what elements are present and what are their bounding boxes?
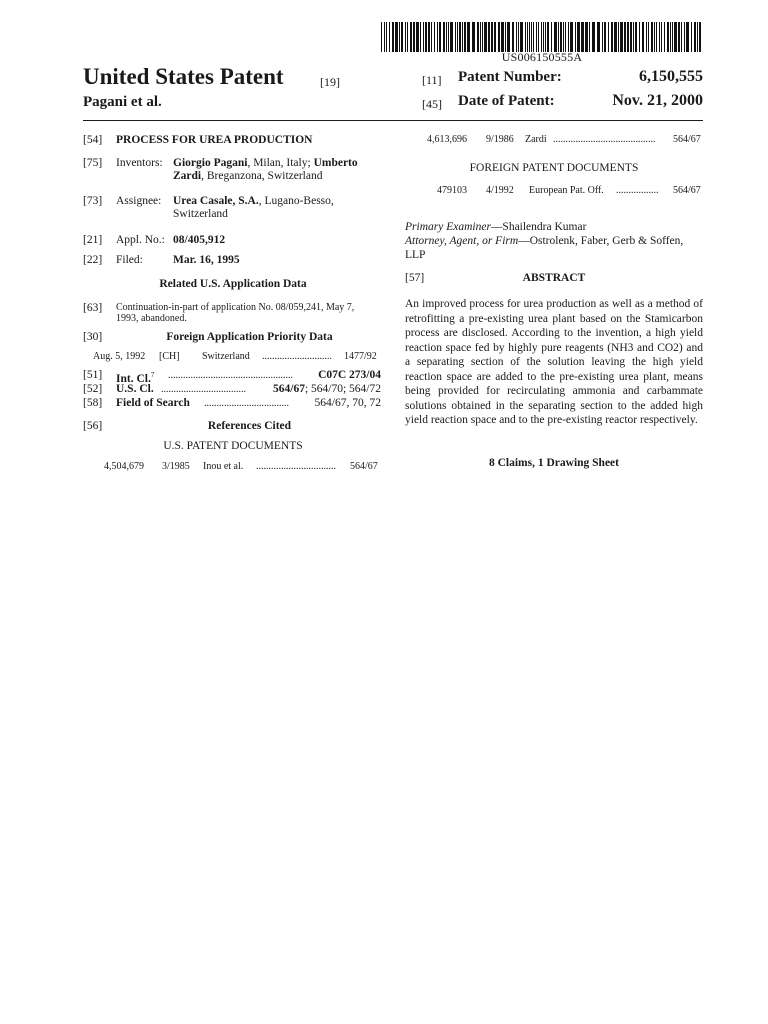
reference-leader-dots: .........................................: [553, 134, 656, 145]
foreign-reference-date: 4/1992: [486, 185, 514, 196]
reference-number: 4,504,679: [104, 461, 144, 472]
date-code: [45]: [422, 97, 442, 111]
inventor-location: , Milan, Italy;: [247, 157, 311, 169]
field-code-57: [57]: [405, 272, 425, 284]
continuation-line1: Continuation-in-part of application No. 08/059,241, May 7,: [116, 302, 355, 313]
related-data-heading: Related U.S. Application Data: [159, 278, 307, 290]
continuation-line2: 1993, abandoned.: [116, 313, 187, 324]
foreign-patent-docs-heading: FOREIGN PATENT DOCUMENTS: [469, 162, 639, 174]
patent-number: 6,150,555: [639, 68, 703, 85]
reference-date: 9/1986: [486, 134, 514, 145]
priority-country-code: [CH]: [159, 351, 180, 362]
assignee-label: Assignee:: [116, 195, 162, 207]
inventor-name: Umberto: [313, 157, 358, 169]
abstract-heading: ABSTRACT: [522, 272, 586, 284]
us-cl-secondary: ; 564/70; 564/72: [304, 383, 381, 395]
reference-number: 4,613,696: [427, 134, 467, 145]
field-code-58: [58]: [83, 397, 103, 409]
int-cl-value: C07C 273/04: [318, 369, 381, 381]
field-of-search-label: Field of Search: [116, 397, 190, 409]
field-code-30: [30]: [83, 331, 103, 343]
authors: Pagani et al.: [83, 94, 162, 110]
priority-number: 1477/92: [344, 351, 377, 362]
barcode: [381, 22, 703, 52]
inventor-location: , Breganzona, Switzerland: [201, 170, 323, 182]
inventor-name: Zardi: [173, 170, 202, 182]
foreign-reference-class: 564/67: [673, 185, 701, 196]
reference-class: 564/67: [350, 461, 378, 472]
references-heading: References Cited: [207, 420, 292, 432]
examiner-label: Primary Examiner: [405, 221, 491, 233]
date-label: Date of Patent:: [458, 93, 555, 109]
field-code-63: [63]: [83, 302, 103, 314]
field-code-22: [22]: [83, 254, 103, 266]
foreign-reference-number: 479103: [437, 185, 467, 196]
us-cl-primary: 564/67: [273, 383, 305, 395]
patent-office-title: United States Patent: [83, 64, 284, 89]
barcode-number: US006150555A: [501, 50, 583, 64]
inventor-name: Giorgio Pagani: [173, 157, 248, 169]
inventors-line1: [173, 157, 388, 170]
reference-leader-dots: ................................: [256, 461, 336, 472]
attorney: [405, 235, 705, 248]
appl-number: 08/405,912: [173, 234, 226, 246]
field-search-leader-dots: ..................................: [204, 398, 289, 409]
assignee-location: , Lugano-Besso,: [258, 195, 334, 207]
int-cl-edition: 7: [150, 371, 155, 379]
attorney-label: Attorney, Agent, or Firm: [405, 235, 519, 247]
foreign-reference-name: European Pat. Off.: [529, 185, 604, 196]
reference-name: Zardi: [525, 134, 547, 145]
us-cl-leader-dots: ..................................: [161, 384, 246, 395]
primary-examiner: [405, 221, 586, 234]
claims-summary: 8 Claims, 1 Drawing Sheet: [488, 457, 619, 469]
attorney-cont: LLP: [405, 249, 426, 261]
assignee-location-country: Switzerland: [173, 208, 228, 220]
int-cl-leader-dots: ..................................................: [168, 370, 293, 381]
inventors-label: Inventors:: [116, 157, 163, 169]
reference-class: 564/67: [673, 134, 701, 145]
examiner-name: —Shailendra Kumar: [490, 221, 587, 233]
us-patent-docs-heading: U.S. PATENT DOCUMENTS: [163, 440, 303, 452]
patent-number-label: Patent Number:: [458, 69, 562, 85]
field-code-75: [75]: [83, 157, 103, 169]
inventors-line2: [173, 170, 322, 183]
field-code-52: [52]: [83, 383, 103, 395]
field-code-54: [54]: [83, 134, 103, 146]
field-code-21: [21]: [83, 234, 103, 246]
field-code-73: [73]: [83, 195, 103, 207]
priority-leader-dots: ............................: [262, 351, 332, 362]
patent-number-code: [11]: [422, 73, 442, 87]
reference-name: Inou et al.: [203, 461, 244, 472]
int-cl-text: Int. Cl.: [116, 372, 151, 385]
invention-title: PROCESS FOR UREA PRODUCTION: [116, 134, 313, 146]
us-cl-label: U.S. Cl.: [116, 383, 154, 395]
field-code-56: [56]: [83, 420, 103, 432]
patent-date: Nov. 21, 2000: [612, 92, 703, 109]
appl-label: Appl. No.:: [116, 234, 165, 246]
priority-country: Switzerland: [202, 351, 250, 362]
filed-date: Mar. 16, 1995: [173, 254, 240, 266]
field-code-51: [51]: [83, 369, 103, 381]
abstract-text: An improved process for urea production as well as a method of retrofitting a pre-existing urea plant based on the Stamicarbon process are disclosed. According to the invention, a high yield reaction space fed by highly pure reagents (NH3 and CO2) and a separating section of the solution leaving the high yield reaction space are added to the pre-existing urea plant, means being provided for recirculating ammonia and carbammate solutions obtained in the separating section to the added high yield reaction space and to the pre-existing reactor respectively.: [405, 298, 703, 426]
assignee-name: Urea Casale, S.A.: [173, 195, 259, 207]
assignee-line1: [173, 195, 334, 208]
attorney-name: —Ostrolenk, Faber, Gerb & Soffen,: [518, 235, 684, 247]
us-cl-value: [262, 383, 381, 396]
header-rule: [83, 120, 703, 121]
priority-date: Aug. 5, 1992: [93, 351, 146, 362]
filed-label: Filed:: [116, 254, 143, 266]
field-of-search-value: 564/67, 70, 72: [314, 397, 381, 409]
foreign-priority-heading: Foreign Application Priority Data: [166, 331, 333, 343]
foreign-reference-leader-dots: .................: [616, 185, 659, 196]
reference-date: 3/1985: [162, 461, 190, 472]
title-code: [19]: [320, 75, 340, 89]
